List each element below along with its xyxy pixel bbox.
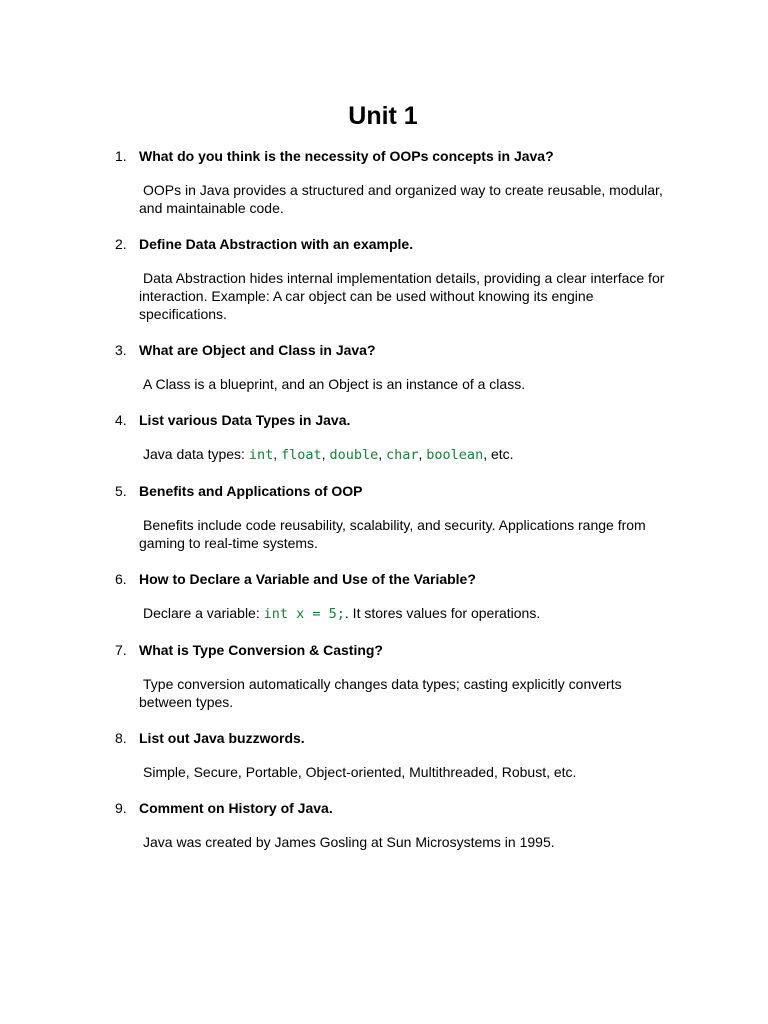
item-number: 3. bbox=[115, 342, 127, 358]
list-item-5 bbox=[115, 481, 675, 552]
answer-text bbox=[139, 375, 675, 393]
answer-prefix: Declare a variable: bbox=[143, 605, 264, 621]
code-float: float bbox=[281, 447, 322, 463]
page-title: Unit 1 bbox=[348, 102, 418, 130]
list-item-7 bbox=[115, 640, 675, 711]
separator: , bbox=[378, 446, 386, 462]
answer-text bbox=[139, 763, 675, 781]
list-item-6 bbox=[115, 569, 675, 623]
question-heading: What is Type Conversion & Casting? bbox=[139, 642, 383, 658]
answer-text bbox=[139, 833, 675, 851]
question-heading: What do you think is the necessity of OOPs concepts in Java? bbox=[139, 148, 554, 164]
list-item-4 bbox=[115, 410, 675, 464]
answer-text bbox=[139, 604, 675, 623]
answer-body: Simple, Secure, Portable, Object-oriented, Multithreaded, Robust, etc. bbox=[143, 764, 577, 780]
list-item-1 bbox=[115, 146, 675, 217]
separator: , bbox=[418, 446, 427, 462]
question-list bbox=[115, 146, 675, 868]
code-declaration: int x = 5; bbox=[263, 606, 345, 622]
list-item-9 bbox=[115, 798, 675, 851]
question-heading: Benefits and Applications of OOP bbox=[139, 483, 363, 499]
answer-text bbox=[139, 269, 675, 323]
question-heading: What are Object and Class in Java? bbox=[139, 342, 376, 358]
answer-body: Type conversion automatically changes data types; casting explicitly converts between types. bbox=[139, 676, 622, 710]
list-item-8 bbox=[115, 728, 675, 781]
item-number: 2. bbox=[115, 236, 127, 252]
item-number: 5. bbox=[115, 483, 127, 499]
answer-body: Benefits include code reusability, scalability, and security. Applications range from gaming to real-time systems. bbox=[139, 517, 646, 551]
answer-body: OOPs in Java provides a structured and organized way to create reusable, modular, and maintainable code. bbox=[139, 182, 663, 216]
item-number: 1. bbox=[115, 148, 127, 164]
question-heading: List out Java buzzwords. bbox=[139, 730, 305, 746]
answer-body: Data Abstraction hides internal implementation details, providing a clear interface for interaction. Example: A car object can be used without knowing its engine specifications. bbox=[139, 270, 665, 322]
answer-text bbox=[139, 445, 675, 464]
code-boolean: boolean bbox=[426, 447, 484, 463]
item-number: 8. bbox=[115, 730, 127, 746]
answer-text bbox=[139, 516, 675, 552]
question-heading: List various Data Types in Java. bbox=[139, 412, 351, 428]
answer-suffix: , etc. bbox=[483, 446, 514, 462]
question-heading: Comment on History of Java. bbox=[139, 800, 333, 816]
separator: , bbox=[273, 446, 282, 462]
separator: , bbox=[321, 446, 330, 462]
answer-prefix: Java data types: bbox=[143, 446, 249, 462]
item-number: 4. bbox=[115, 412, 127, 428]
answer-body: A Class is a blueprint, and an Object is an instance of a class. bbox=[143, 376, 526, 392]
item-number: 6. bbox=[115, 571, 127, 587]
answer-text bbox=[139, 675, 675, 711]
answer-suffix: . It stores values for operations. bbox=[344, 605, 541, 621]
code-char: char bbox=[386, 447, 419, 463]
question-heading: How to Declare a Variable and Use of the Variable? bbox=[139, 571, 476, 587]
list-item-3 bbox=[115, 340, 675, 393]
item-number: 7. bbox=[115, 642, 127, 658]
answer-body: Java was created by James Gosling at Sun Microsystems in 1995. bbox=[143, 834, 555, 850]
answer-text bbox=[139, 181, 675, 217]
question-heading: Define Data Abstraction with an example. bbox=[139, 236, 414, 252]
list-item-2 bbox=[115, 234, 675, 323]
code-int: int bbox=[248, 447, 274, 463]
item-number: 9. bbox=[115, 800, 127, 816]
code-double: double bbox=[329, 447, 379, 463]
